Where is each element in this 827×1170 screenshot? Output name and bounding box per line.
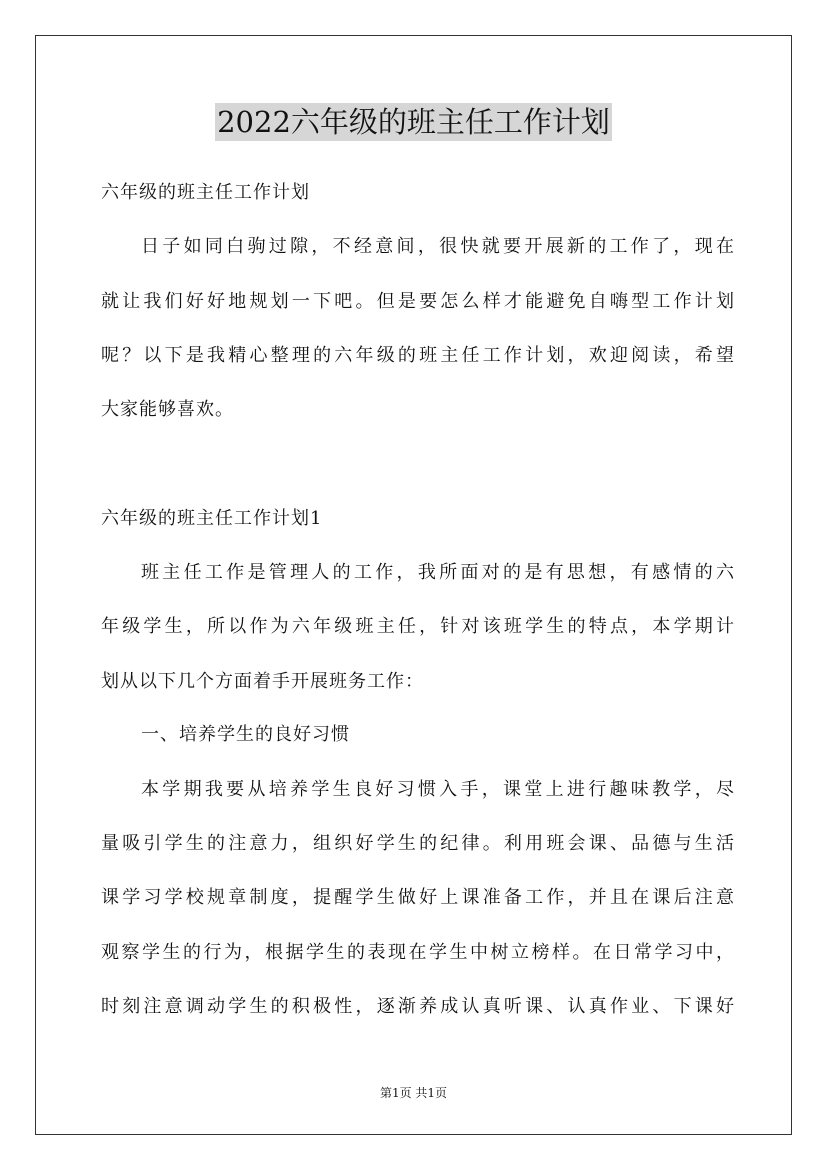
paragraph-line: 班主任工作是管理人的工作，我所面对的是有思想，有感情的六 — [141, 562, 735, 583]
section-heading: 六年级的班主任工作计划1 — [101, 508, 323, 529]
paragraph-line: 量吸引学生的注意力，组织好学生的纪律。利用班会课、品德与生活 — [101, 833, 735, 854]
paragraph-line: 日子如同白驹过隙，不经意间，很快就要开展新的工作了，现在 — [141, 236, 735, 257]
section-heading: 六年级的班主任工作计划 — [101, 182, 310, 203]
paragraph-line: 大家能够喜欢。 — [101, 399, 234, 420]
paragraph-line: 呢？以下是我精心整理的六年级的班主任工作计划，欢迎阅读，希望 — [101, 345, 735, 366]
paragraph-line: 课学习学校规章制度，提醒学生做好上课准备工作，并且在课后注意 — [101, 887, 735, 908]
paragraph-line: 划从以下几个方面着手开展班务工作： — [101, 671, 424, 692]
subsection-heading: 一、培养学生的良好习惯 — [141, 724, 350, 745]
paragraph-line: 就让我们好好地规划一下吧。但是要怎么样才能避免自嗨型工作计划 — [101, 291, 735, 312]
document-title: 2022六年级的班主任工作计划 — [217, 105, 610, 139]
title-container — [0, 103, 827, 141]
paragraph-line: 年级学生，所以作为六年级班主任，针对该班学生的特点，本学期计 — [101, 616, 735, 637]
paragraph-line: 观察学生的行为，根据学生的表现在学生中树立榜样。在日常学习中， — [101, 942, 735, 963]
paragraph-line: 本学期我要从培养学生良好习惯入手，课堂上进行趣味教学，尽 — [141, 779, 735, 800]
page-footer: 第1页 共1页 — [379, 1086, 448, 1100]
paragraph-line: 时刻注意调动学生的积极性，逐渐养成认真听课、认真作业、下课好 — [101, 996, 735, 1017]
